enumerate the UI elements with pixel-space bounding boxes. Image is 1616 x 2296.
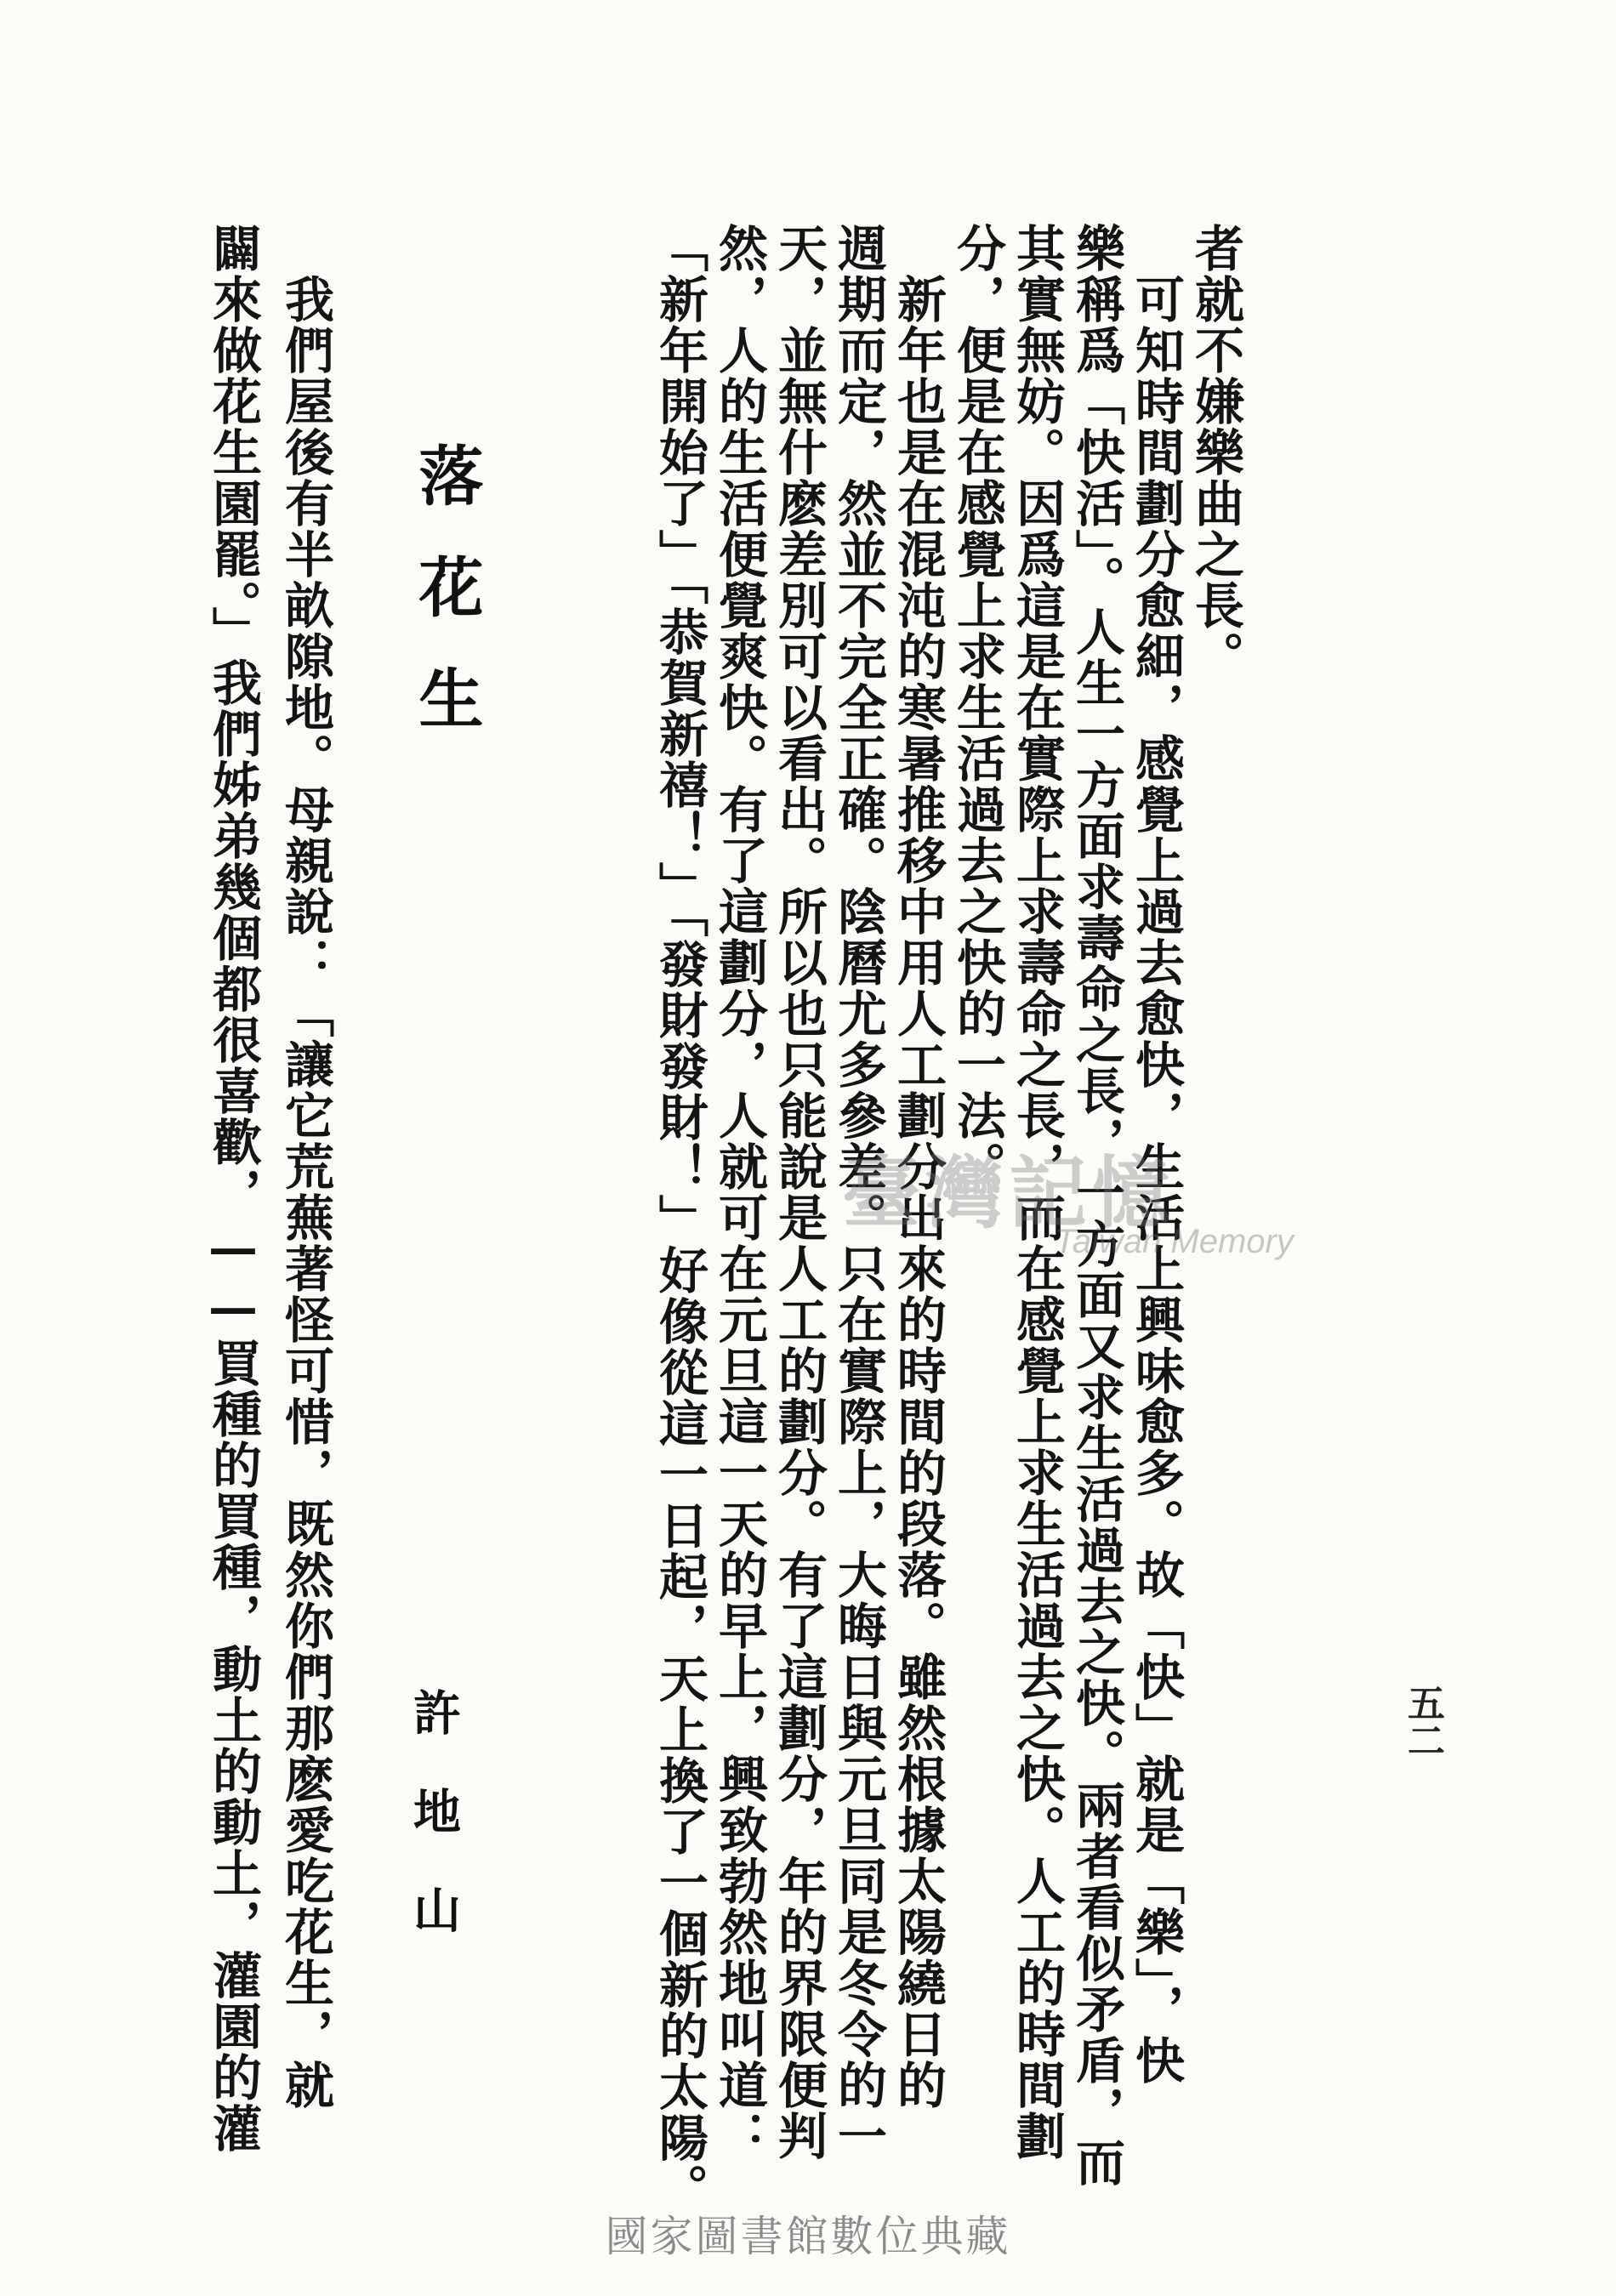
page-number: 五二: [1401, 1684, 1444, 1759]
article-column-2: 闢來做花生園罷。」我們姊弟幾個都很喜歡，——買種的買種，動土的動土，灌園的灌: [204, 223, 262, 2154]
article-author: 許地山: [406, 1688, 462, 1984]
text-column-6: 新年也是在混沌的寒暑推移中用人工劃分出來的時間的段落。雖然根據太陽繞日的: [889, 223, 947, 2111]
text-column-5: 分，便是在感覺上求生活過去之快的一法。: [948, 223, 1006, 1192]
article-column-1: 我們屋後有半畝隙地。母親說：「讓它荒蕪著怪可惜，既然你們那麽愛吃花生，就: [276, 223, 334, 2111]
watermark: [842, 1131, 1301, 1267]
footer-collection-label: 國家圖書館數位典藏: [605, 2212, 1011, 2261]
text-column-1: 者就不嫌樂曲之長。: [1186, 223, 1244, 682]
text-column-10: 「新年開始了」「恭賀新禧！」「發財發財！」好像從這一日起，天上換了一個新的太陽。: [651, 223, 708, 2214]
text-column-9: 然，人的生活便覺爽快。有了這劃分，人就可在元旦這一天的早上，興致勃然地叫道：: [710, 223, 768, 2162]
article-title: 落花生: [408, 442, 484, 776]
watermark-text: 臺灣記憶: [842, 1147, 1176, 1239]
text-column-2: 可知時間劃分愈細，感覺上過去愈快，生活上興味愈多。故「快」就是「樂」，快: [1127, 223, 1185, 2086]
text-column-7: 週期而定，然並不完全正確。陰曆尤多參差。只在實際上，大晦日與元旦同是冬令的一: [829, 223, 887, 2162]
watermark-subtext: Taiwan Memory: [1055, 1223, 1294, 1260]
text-column-4: 其實無妨。因爲這是在實際上求壽命之長，而在感覺上求生活過去之快。人工的時間劃: [1008, 223, 1066, 2162]
text-column-8: 天，並無什麽差別可以看出。所以也只能說是人工的劃分。有了這劃分，年的界限便判: [770, 223, 828, 2162]
text-column-3: 樂稱爲「快活」。人生一方面求壽命之長，一方面又求生活過去之快。兩者看似矛盾，而: [1067, 223, 1125, 2188]
